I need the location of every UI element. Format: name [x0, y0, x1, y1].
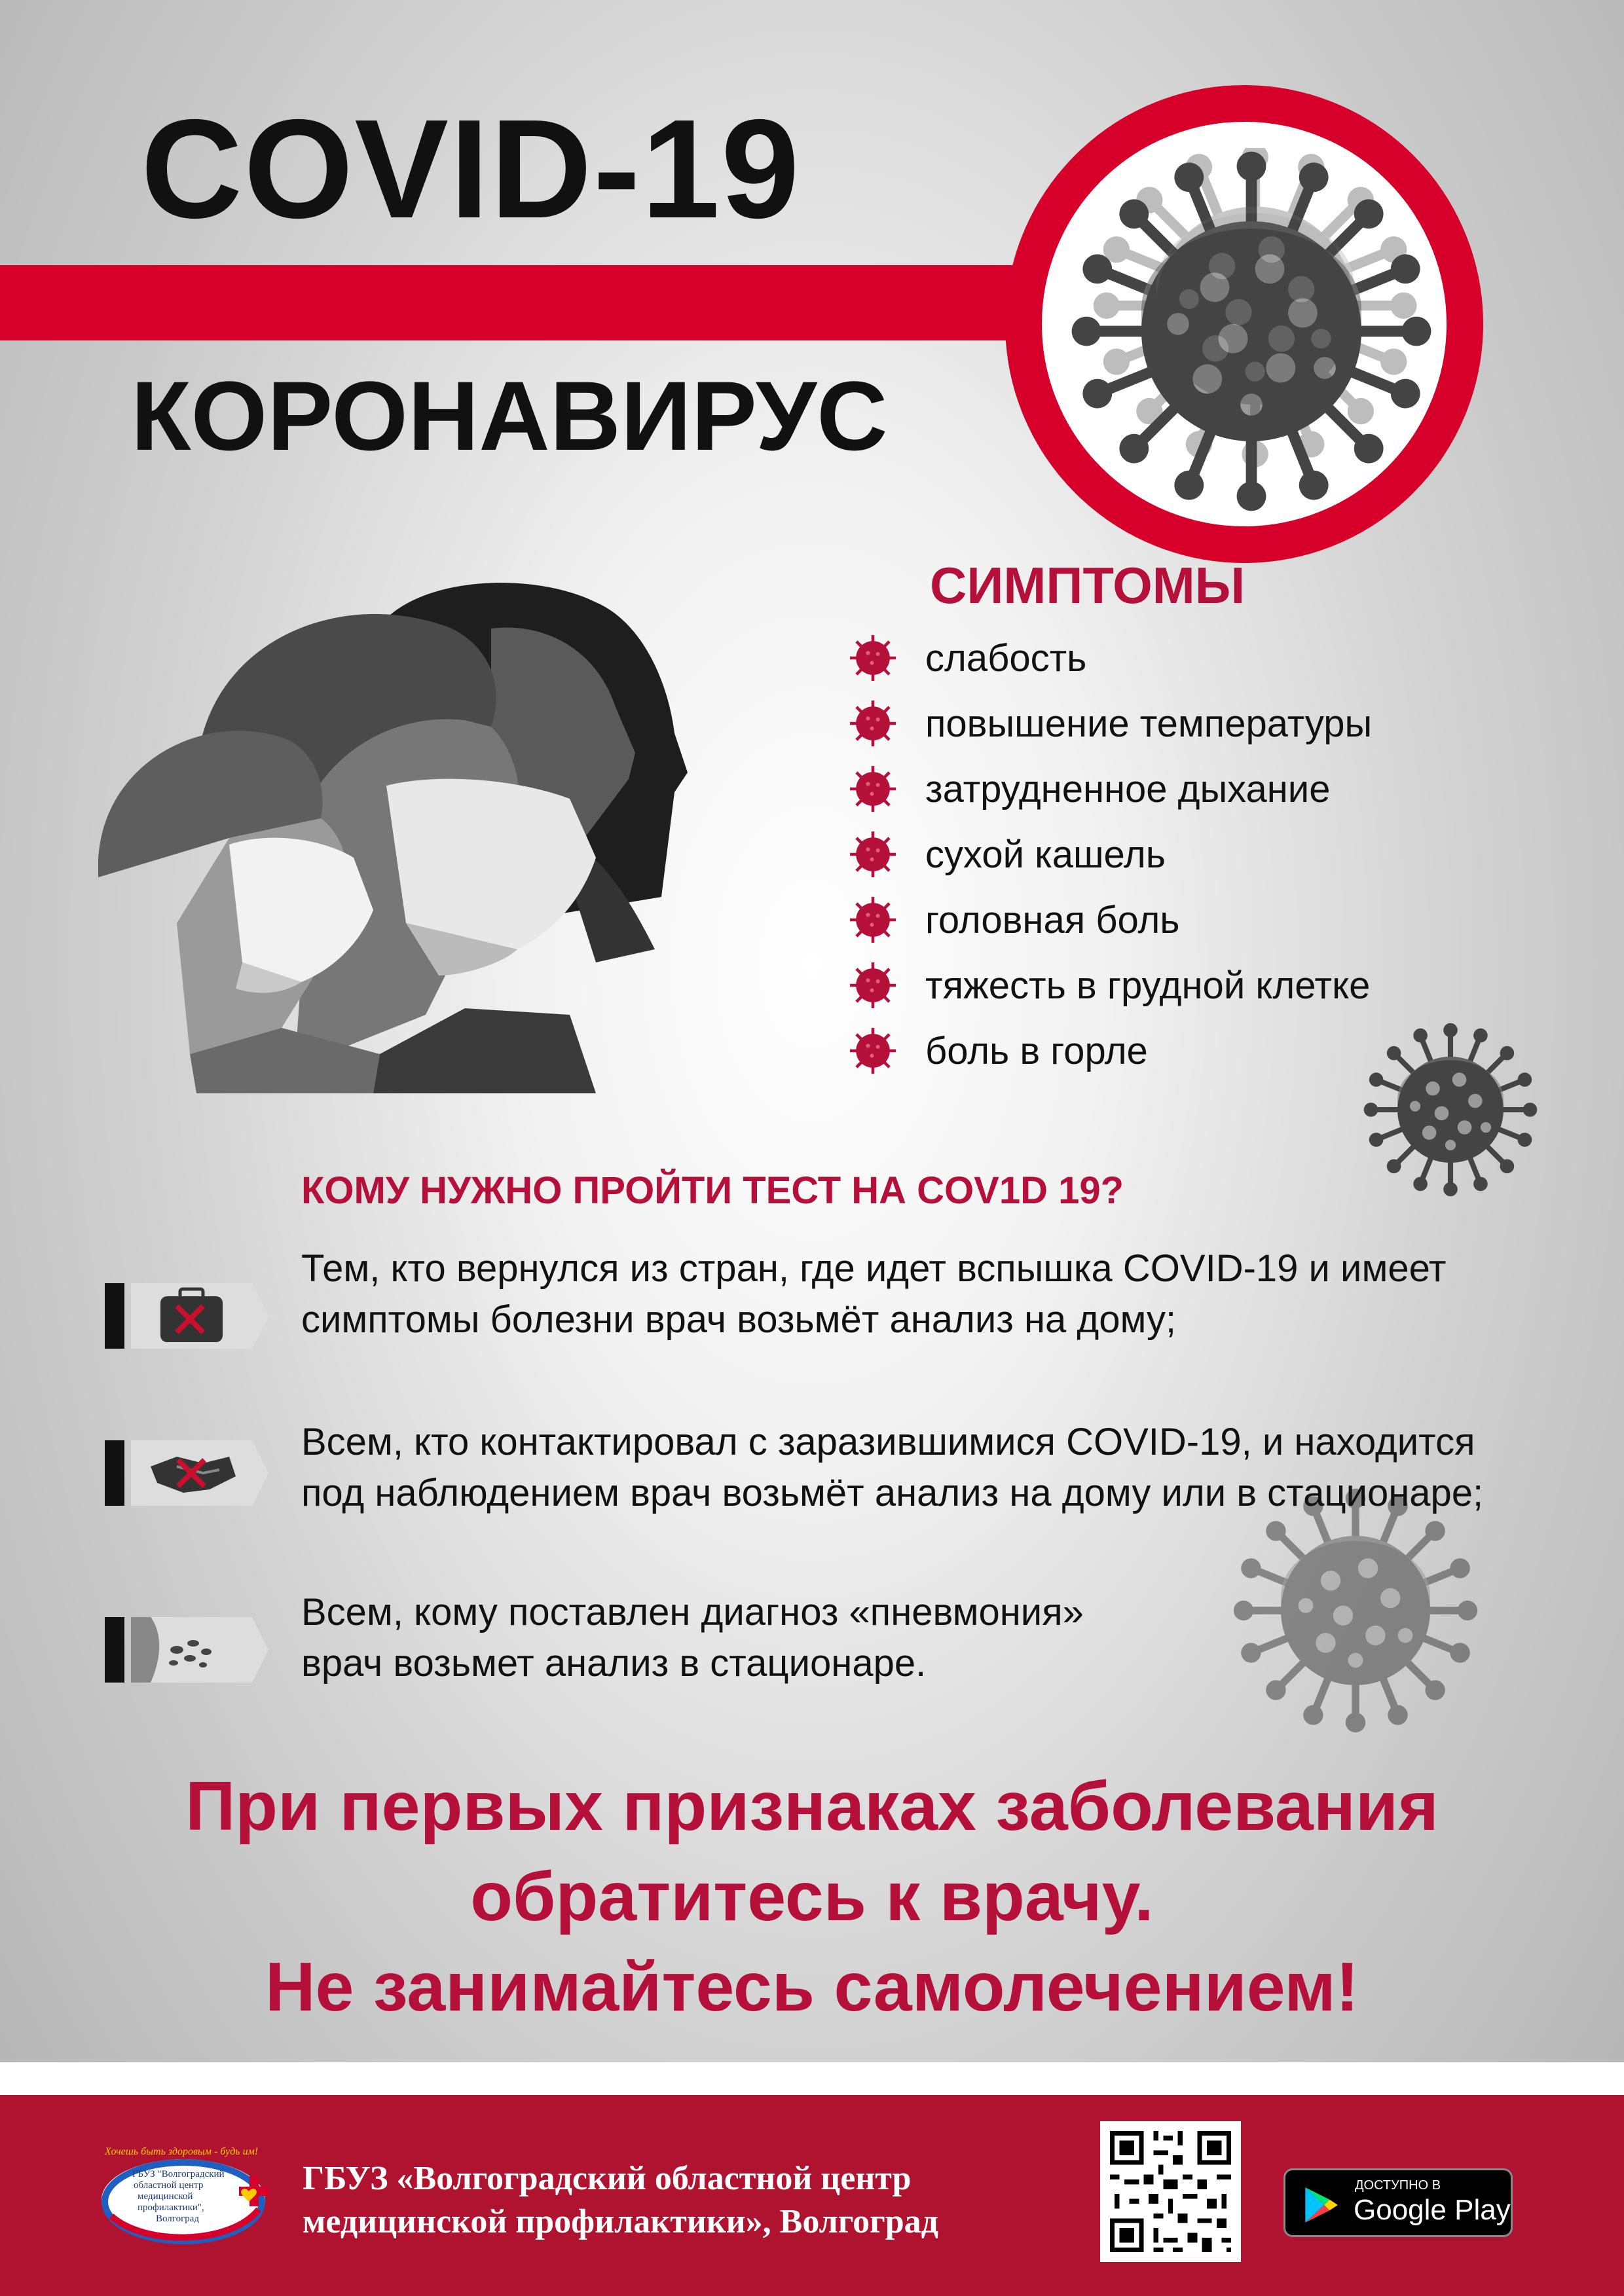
symptom-text: тяжесть в грудной клетке: [925, 964, 1371, 1007]
page-subtitle: КОРОНАВИРУС: [131, 361, 888, 471]
warning-message: [0, 1761, 1624, 2032]
virus-bullet-icon: [848, 895, 898, 945]
symptom-text: боль в горле: [925, 1029, 1148, 1072]
list-item: [848, 1018, 1372, 1084]
test-row-text: под наблюдением врач возьмёт анализ на дому или в стационаре;: [301, 1472, 1484, 1514]
google-play-label: Google Play: [1354, 2194, 1511, 2226]
list-item: [848, 887, 1372, 953]
red-band: [0, 265, 1048, 340]
virus-bullet-icon: [848, 633, 898, 683]
logo-text-line: областной центр: [134, 2180, 204, 2191]
logo-text-line: профилактики",: [138, 2202, 204, 2213]
handshake-icon: [105, 1437, 268, 1509]
warning-line: Не занимайтесь самолечением!: [265, 1948, 1359, 2026]
logo-slogan: Хочешь быть здоровым - будь им!: [105, 2146, 259, 2157]
warning-line: При первых признаках заболевания: [185, 1768, 1439, 1845]
virus-icon: [1068, 148, 1435, 515]
logo-text-line: Волгоград: [156, 2214, 200, 2224]
symptom-text: сухой кашель: [925, 833, 1166, 876]
test-row-text: симптомы болезни врач возьмёт анализ на дому;: [301, 1298, 1177, 1341]
organization-name: [303, 2157, 938, 2244]
footer-divider: [0, 2062, 1624, 2095]
symptom-text: повышение температуры: [925, 702, 1373, 745]
organization-name-line: медицинской профилактики», Волгоград: [303, 2203, 938, 2240]
virus-badge: [1005, 85, 1483, 563]
organization-logo: [92, 2131, 275, 2255]
list-item: [848, 822, 1372, 887]
symptom-text: головная боль: [925, 898, 1180, 941]
google-play-icon: [1300, 2185, 1340, 2225]
test-row-text: Тем, кто вернулся из стран, где идет вспышка COVID-19 и имеет: [301, 1247, 1447, 1290]
google-play-caption: ДОСТУПНО В: [1355, 2178, 1441, 2193]
page-title: COVID-19: [141, 90, 801, 247]
list-item: [848, 625, 1372, 691]
symptoms-title: СИМПТОМЫ: [930, 556, 1246, 614]
virus-bullet-icon: [848, 764, 898, 814]
virus-icon: [1231, 1486, 1480, 1735]
organization-name-line: ГБУЗ «Волгоградский областной центр: [303, 2160, 912, 2197]
lungs-icon: [105, 1614, 268, 1686]
logo-text-line: ГБУЗ "Волгоградский: [132, 2169, 225, 2179]
test-row-text: врач возьмет анализ в стационаре.: [301, 1642, 927, 1685]
test-section-title: КОМУ НУЖНО ПРОЙТИ ТЕСТ НА COV1D 19?: [301, 1169, 1124, 1212]
test-row-text: Всем, кому поставлен диагноз «пневмония»: [301, 1591, 1084, 1633]
list-item: [848, 691, 1372, 756]
virus-bullet-icon: [848, 699, 898, 748]
google-play-badge[interactable]: [1283, 2168, 1513, 2237]
logo-text-line: медицинской: [138, 2191, 193, 2202]
warning-line: обратитесь к врачу.: [470, 1858, 1154, 1935]
virus-bullet-icon: [848, 960, 898, 1010]
list-item: [848, 953, 1372, 1018]
virus-icon: [1362, 1021, 1539, 1198]
list-item: [848, 756, 1372, 822]
suitcase-icon: [105, 1280, 268, 1352]
virus-bullet-icon: [848, 1026, 898, 1076]
symptom-text: затрудненное дыхание: [925, 767, 1331, 811]
masked-people-illustration: [98, 556, 858, 1093]
virus-bullet-icon: [848, 829, 898, 879]
symptom-text: слабость: [925, 636, 1087, 680]
test-row-text: Всем, кто контактировал с заразившимися COVID-19, и находится: [301, 1421, 1475, 1463]
qr-code[interactable]: [1100, 2121, 1241, 2262]
symptom-list: [848, 625, 1372, 1084]
